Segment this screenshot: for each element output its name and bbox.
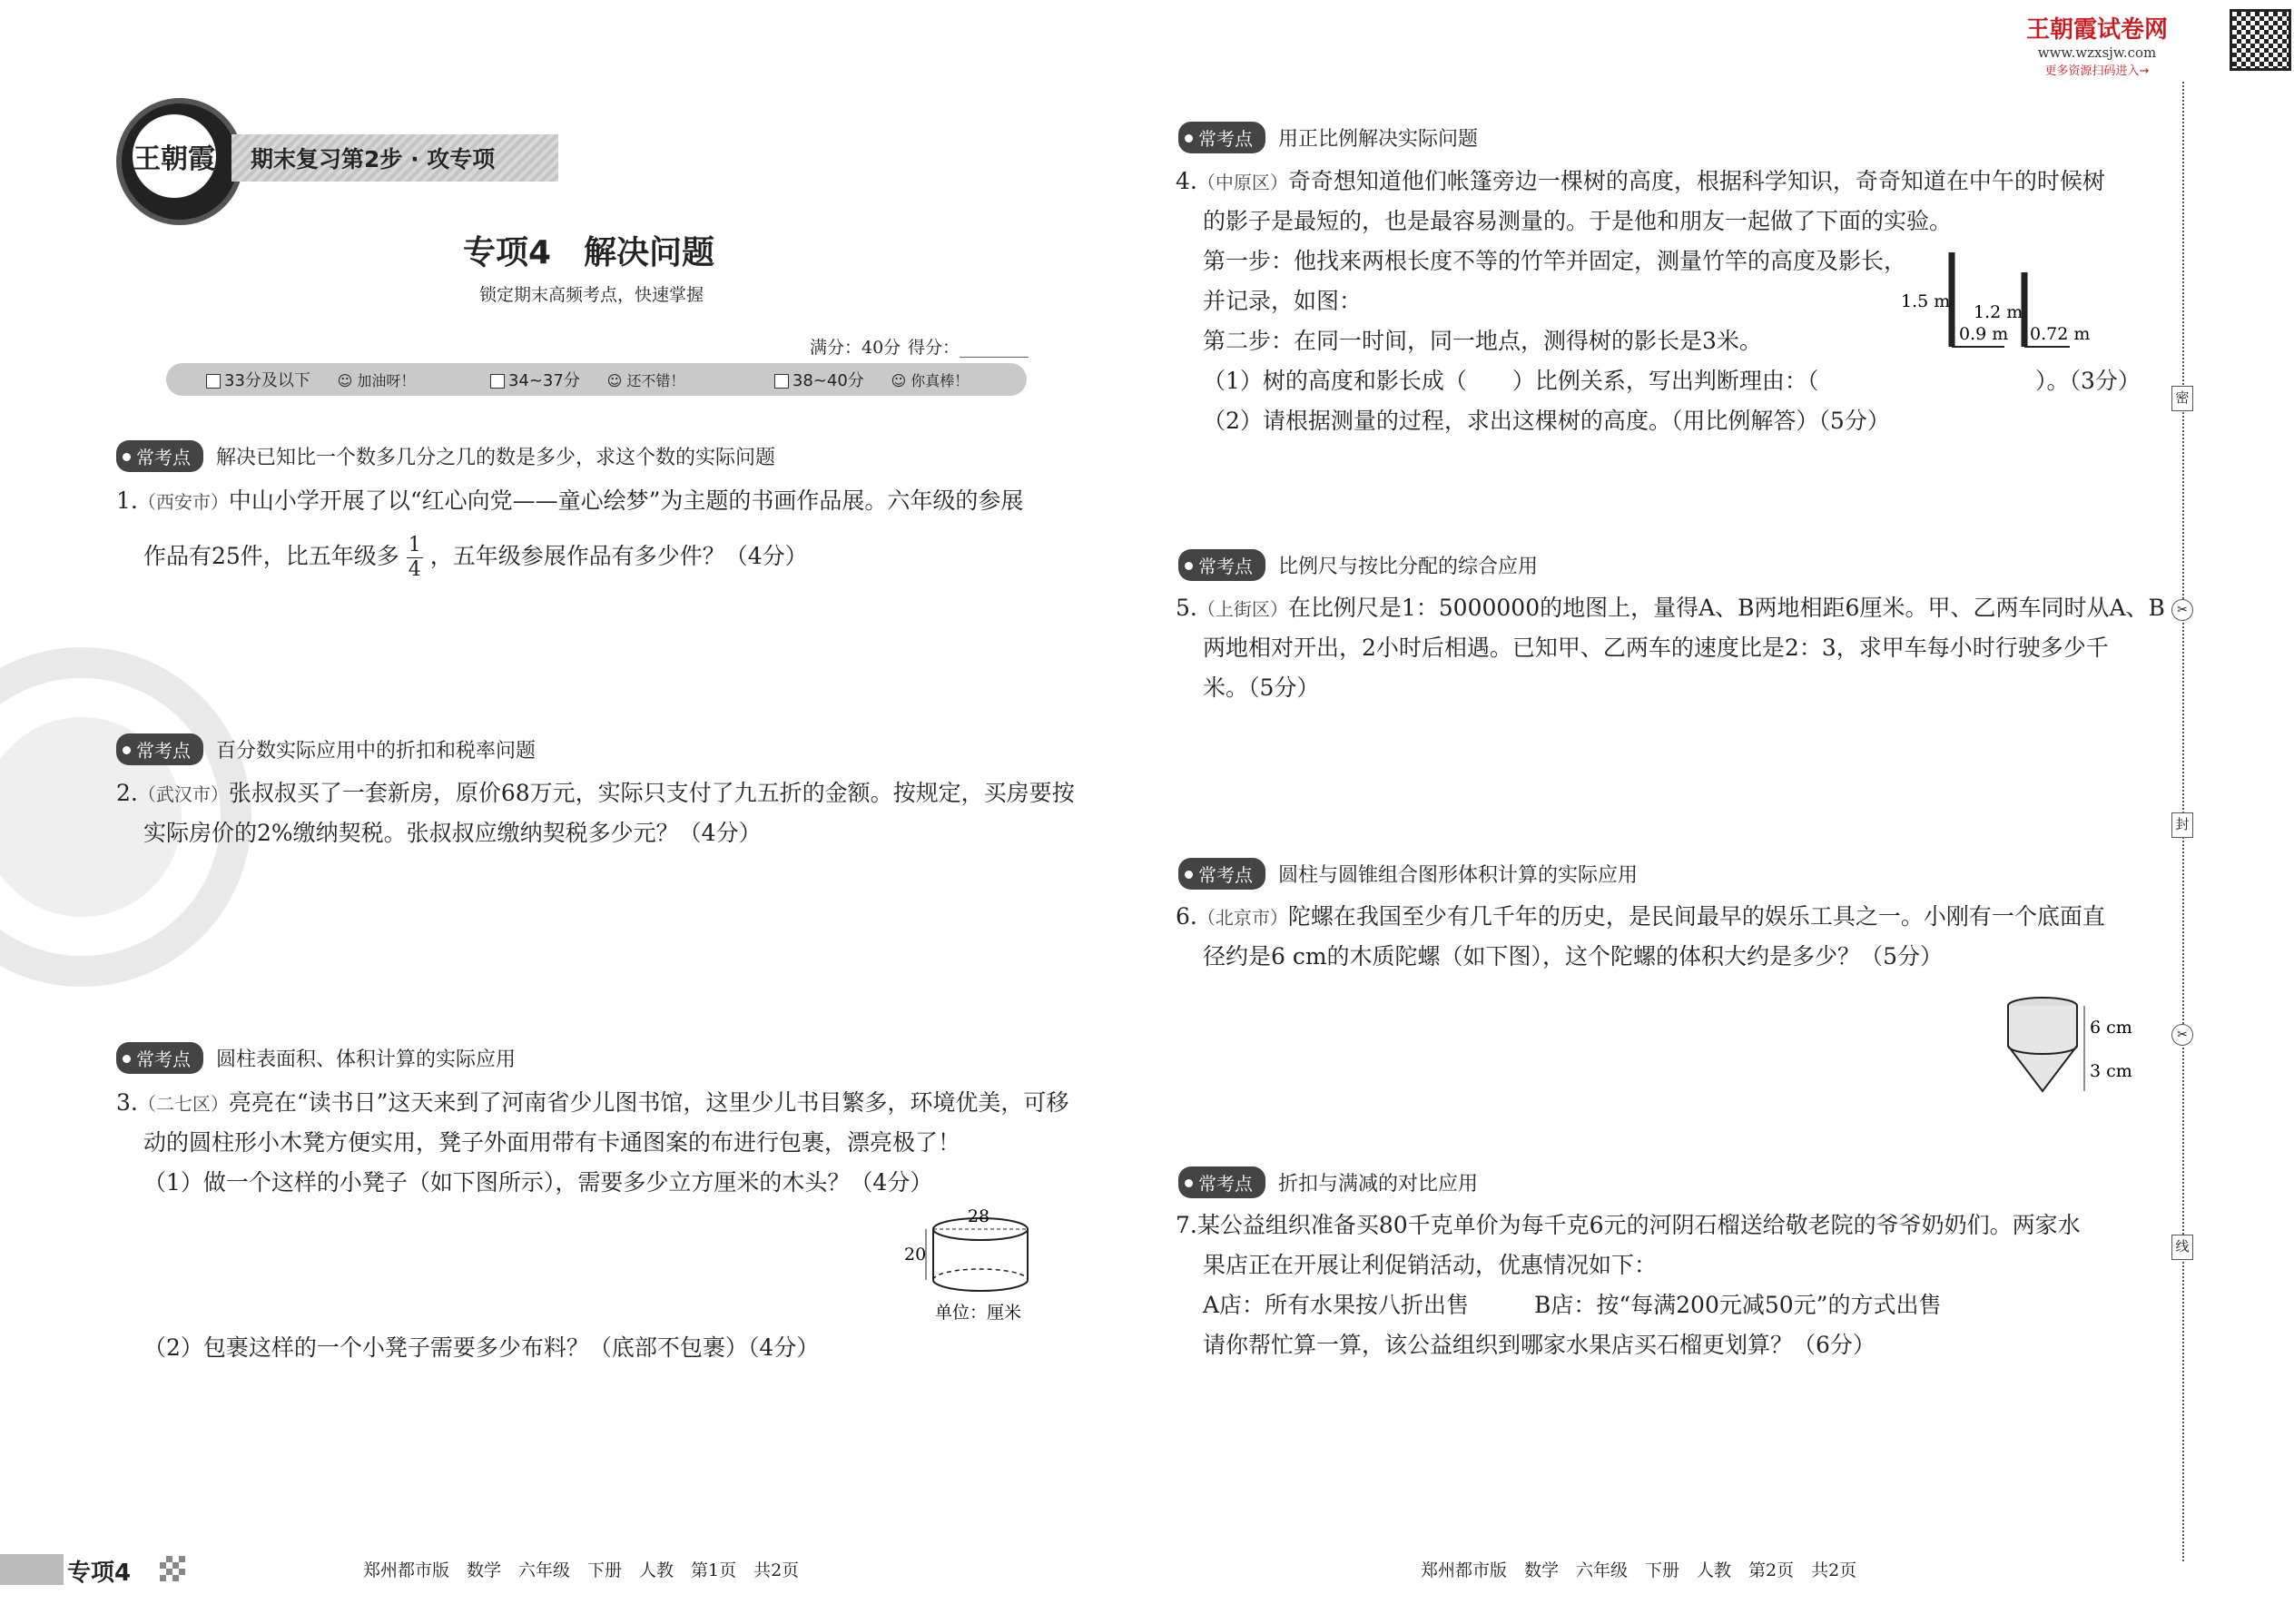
scissors-icon: ✂ <box>2171 599 2193 621</box>
topic-row <box>116 440 775 472</box>
question-4-step1b: 并记录，如图： <box>1203 288 1363 314</box>
page-title: 专项4 解决问题 <box>463 234 715 271</box>
score-bar-item: 34~37分 ☺ 还不错！ <box>472 368 756 391</box>
topic-row <box>1178 549 1538 581</box>
fig-side-label: 20 <box>904 1245 927 1265</box>
topic-row <box>1178 122 1478 153</box>
seal-mark: 线 <box>2171 1235 2193 1260</box>
question-4-line2: 的影子是最短的，也是最容易测量的。于是他和朋友一起做了下面的实验。 <box>1203 208 1953 234</box>
shop-b-offer: B店：按“每满200元减50元”的方式出售 <box>1534 1292 1942 1318</box>
topic-text: 解决已知比一个数多几分之几的数是多少，求这个数的实际问题 <box>216 447 776 469</box>
banner-text: 期末复习第2步 · 攻专项 <box>251 146 496 172</box>
topic-text: 用正比例解决实际问题 <box>1278 128 1479 151</box>
score-bar-item: 33分及以下 ☺ 加油呀！ <box>166 368 472 391</box>
top-height-label: 6 cm <box>2090 1018 2132 1038</box>
question-4: 4.（中原区）奇奇想知道他们帐篷旁边一棵树的高度，根据科学知识，奇奇知道在中午的时候树 <box>1176 168 2105 194</box>
logo-badge <box>116 98 243 225</box>
shop-a-offer: A店：所有水果按八折出售 <box>1203 1292 1470 1318</box>
topic-tag: 常考点 <box>116 1042 203 1074</box>
question-4-sub1b: ）。（3分） <box>2035 368 2141 394</box>
footer-left: 郑州都市版 数学 六年级 下册 人教 第1页 共2页 <box>363 1560 800 1580</box>
topic-tag: 常考点 <box>116 440 203 472</box>
question-3-sub2: （2）包裹这样的一个小凳子需要多少布料？（底部不包裹）（4分） <box>143 1334 820 1361</box>
topic-text: 圆柱与圆锥组合图形体积计算的实际应用 <box>1278 864 1639 887</box>
scissors-icon: ✂ <box>2171 1024 2193 1046</box>
question-1: 1.（西安市）中山小学开展了以“红心向党——童心绘梦”为主题的书画作品展。六年级的参展 <box>116 487 1024 514</box>
pole1-shadow: 0.9 m <box>1959 324 2009 344</box>
topic-text: 圆柱表面积、体积计算的实际应用 <box>216 1048 517 1071</box>
footer-right: 郑州都市版 数学 六年级 下册 人教 第2页 共2页 <box>1421 1560 1857 1580</box>
fraction: $\frac{1}{4}$ <box>408 534 421 581</box>
qr-code-icon[interactable] <box>2230 9 2291 71</box>
site-name: 王朝霞试卷网 <box>2026 16 2169 44</box>
topic-row <box>116 1042 516 1074</box>
pole2-height: 1.2 m <box>1974 302 2023 322</box>
topic-text: 百分数实际应用中的折扣和税率问题 <box>216 740 537 763</box>
topic-tag: 常考点 <box>1178 122 1265 153</box>
topic-tag: 常考点 <box>1178 1166 1265 1198</box>
topic-row <box>116 733 536 765</box>
checkbox-icon[interactable] <box>490 374 505 389</box>
site-sub: 更多资源扫码进入→ <box>2044 64 2150 78</box>
seal-mark: 密 <box>2171 386 2193 411</box>
question-6-line2: 径约是6 cm的木质陀螺（如下图），这个陀螺的体积大约是多少？（5分） <box>1203 943 1943 969</box>
question-3: 3.（二七区）亮亮在“读书日”这天来到了河南省少儿图书馆，这里少儿书目繁多，环境优美，可移 <box>116 1089 1069 1116</box>
cylinder-stool-figure <box>899 1207 1071 1325</box>
question-7-line2: 果店正在开展让利促销活动，优惠情况如下： <box>1203 1252 1658 1278</box>
score-full: 满分：40分 <box>810 338 901 358</box>
topic-tag: 常考点 <box>116 733 203 765</box>
fig-unit-label: 单位：厘米 <box>935 1303 1022 1323</box>
question-7-line3: 请你帮忙算一算，该公益组织到哪家水果店买石榴更划算？（6分） <box>1203 1332 1876 1358</box>
question-5-line3: 米。（5分） <box>1203 674 1320 701</box>
fig-top-label: 28 <box>967 1207 990 1226</box>
cone-height-label: 3 cm <box>2090 1061 2132 1081</box>
question-4-sub2: （2）请根据测量的过程，求出这棵树的高度。（用比例解答）（5分） <box>1203 408 1890 434</box>
score-got: 得分：________ <box>908 338 1029 358</box>
topic-text: 折扣与满减的对比应用 <box>1278 1173 1479 1196</box>
subtitle: 锁定期末高频考点，快速掌握 <box>479 285 704 305</box>
question-4-step1a: 第一步：他找来两根长度不等的竹竿并固定，测量竹竿的高度及影长， <box>1203 248 1907 274</box>
question-3-sub1: （1）做一个这样的小凳子（如下图所示），需要多少立方厘米的木头？（4分） <box>143 1169 933 1196</box>
site-logo <box>2026 11 2168 78</box>
question-5: 5.（上街区）在比例尺是1：5000000的地图上，量得A、B两地相距6厘米。甲、乙两车同时从A、B <box>1176 595 2165 621</box>
footer-band <box>0 1554 64 1585</box>
question-6: 6.（北京市）陀螺在我国至少有几千年的历史，是民间最早的娱乐工具之一。小刚有一个底面直 <box>1176 903 2105 930</box>
footer-squares-icon <box>160 1556 185 1581</box>
topic-row <box>1178 1166 1478 1198</box>
pole2-shadow: 0.72 m <box>2030 324 2091 344</box>
seal-mark: 封 <box>2171 812 2193 838</box>
question-2-line2: 实际房价的2%缴纳契税。张叔叔应缴纳契税多少元？（4分） <box>143 820 762 846</box>
logo-text: 王朝霞 <box>133 143 215 175</box>
question-4-step2: 第二步：在同一时间，同一地点，测得树的影长是3米。 <box>1203 328 1762 354</box>
bamboo-poles-figure <box>1888 245 2161 354</box>
question-5-line2: 两地相对开出，2小时后相遇。已知甲、乙两车的速度比是2：3，求甲车每小时行驶多少千 <box>1203 635 2109 661</box>
checkbox-icon[interactable] <box>206 374 221 389</box>
footer-tag: 专项4 <box>67 1560 132 1587</box>
score-bar <box>166 363 1027 396</box>
site-url: www.wzxsjw.com <box>2037 44 2157 61</box>
checkbox-icon[interactable] <box>774 374 789 389</box>
score-bar-item: 38~40分 ☺ 你真棒！ <box>756 368 1027 391</box>
topic-tag: 常考点 <box>1178 549 1265 581</box>
topic-row <box>1178 858 1638 890</box>
question-1-line2: 作品有25件，比五年级多 $\frac{1}{4}$ ，五年级参展作品有多少件？（4分） <box>143 534 808 581</box>
question-3-line2: 动的圆柱形小木凳方便实用，凳子外面用带有卡通图案的布进行包裹，漂亮极了！ <box>143 1129 961 1156</box>
pole1-height: 1.5 m <box>1901 291 1951 311</box>
question-7: 7.某公益组织准备买80千克单价为每千克6元的河阴石榴送给敬老院的爷爷奶奶们。两家水 <box>1176 1212 2081 1238</box>
question-4-sub1a: （1）树的高度和影长成（ ）比例关系，写出判断理由：（ <box>1203 368 1819 394</box>
spinning-top-figure <box>1997 989 2142 1103</box>
question-2: 2.（武汉市）张叔叔买了一套新房，原价68万元，实际只支付了九五折的金额。按规定，买房要按 <box>116 780 1075 806</box>
topic-tag: 常考点 <box>1178 858 1265 890</box>
topic-text: 比例尺与按比分配的综合应用 <box>1278 556 1539 578</box>
